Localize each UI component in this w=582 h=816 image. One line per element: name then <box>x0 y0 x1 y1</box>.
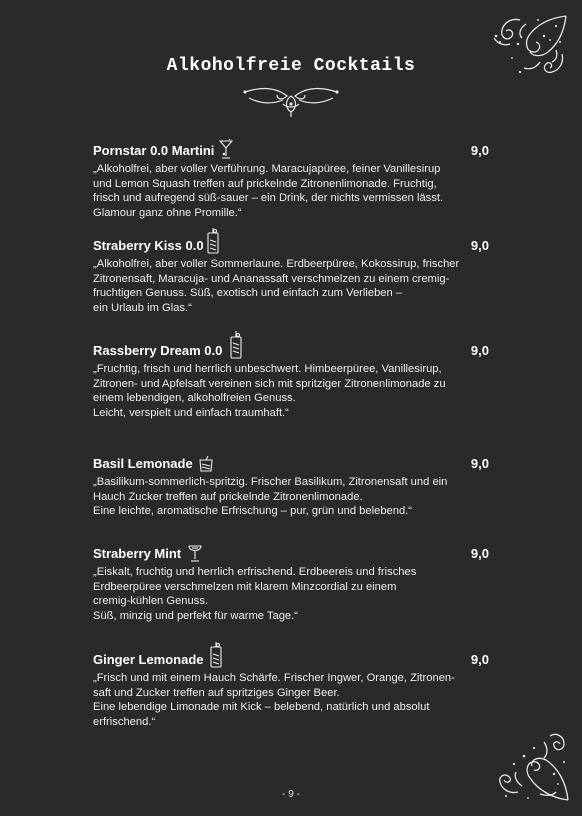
item-price: 9,0 <box>470 343 489 358</box>
item-price: 9,0 <box>470 456 489 471</box>
menu-item <box>93 136 493 220</box>
item-price: 9,0 <box>470 143 489 158</box>
item-name: Ginger Lemonade <box>93 652 204 667</box>
item-name: Pornstar 0.0 Martini <box>93 143 215 158</box>
item-name: Straberry Kiss 0.0 <box>93 238 204 253</box>
menu-item <box>93 336 493 420</box>
item-name: Straberry Mint <box>93 546 182 561</box>
item-description: „Eiskalt, fruchtig und herrlich erfrischend. Erdbeereis und frisches Erdbeerpüree verschmelzen mit klarem Minzcordial zu einem cremig-kühlen Genuss. Süß, minzig und perfekt für warme Tage.“ <box>93 566 417 622</box>
item-description: „Frisch und mit einem Hauch Schärfe. Frischer Ingwer, Orange, Zitronen- saft und Zucker treffen auf spritziges Ginger Beer. Eine lebendige Limonade mit Kick – belebend, natürlich und absolut erfrischend.“ <box>93 672 455 728</box>
menu-item <box>93 449 493 519</box>
item-price: 9,0 <box>470 238 489 253</box>
page-number: - 9 - <box>282 789 300 800</box>
item-name: Rassberry Dream 0.0 <box>93 343 223 358</box>
title-flourish-icon <box>243 82 339 118</box>
martini-glass-icon <box>219 139 233 159</box>
item-price: 9,0 <box>470 546 489 561</box>
item-price: 9,0 <box>470 652 489 667</box>
item-description: „Alkoholfrei, aber voller Verführung. Maracujapüree, feiner Vanillesirup und Lemon Squash treffen auf prickelnde Zitronenlimonade. Fruchtig, frisch und aufregend süß-sauer – ein Drink, der nichts vermissen lässt. Glamour ganz ohne Promille.“ <box>93 163 444 219</box>
tall-glass-icon <box>209 642 223 668</box>
menu-item <box>93 231 493 315</box>
item-description: „Alkoholfrei, aber voller Sommerlaune. Erdbeerpüree, Kokossirup, frischer Zitronensaft, Maracuja- und Ananassaft verschmelzen zu einem cremig- fruchtigen Genuss. Süß, exotisch und einfach zum Verlieben – ein Urlaub im Glas.“ <box>93 258 460 314</box>
menu-item <box>93 645 493 729</box>
tall-glass-icon <box>206 228 220 254</box>
menu-item <box>93 539 493 623</box>
tumbler-glass-icon <box>198 456 214 472</box>
item-description: „Fruchtig, frisch und herrlich unbeschwert. Himbeerpüree, Vanillesirup, Zitronen- und Apfelsaft vereinen sich mit spritziger Zitronenlimonade zu einem lebendigen, alkoholfreien Genuss. Leicht, verspielt und einfach traumhaft.“ <box>93 363 446 419</box>
page-title: Alkoholfreie Cocktails <box>166 56 416 76</box>
coupe-glass-icon <box>188 544 202 562</box>
item-name: Basil Lemonade <box>93 456 193 471</box>
item-description: „Basilikum-sommerlich-spritzig. Frischer Basilikum, Zitronensaft und ein Hauch Zucker treffen auf prickelnde Zitronenlimonade. Eine leichte, aromatische Erfrischung – pur, grün und belebend.“ <box>93 476 448 518</box>
tall-glass-icon <box>229 331 243 359</box>
